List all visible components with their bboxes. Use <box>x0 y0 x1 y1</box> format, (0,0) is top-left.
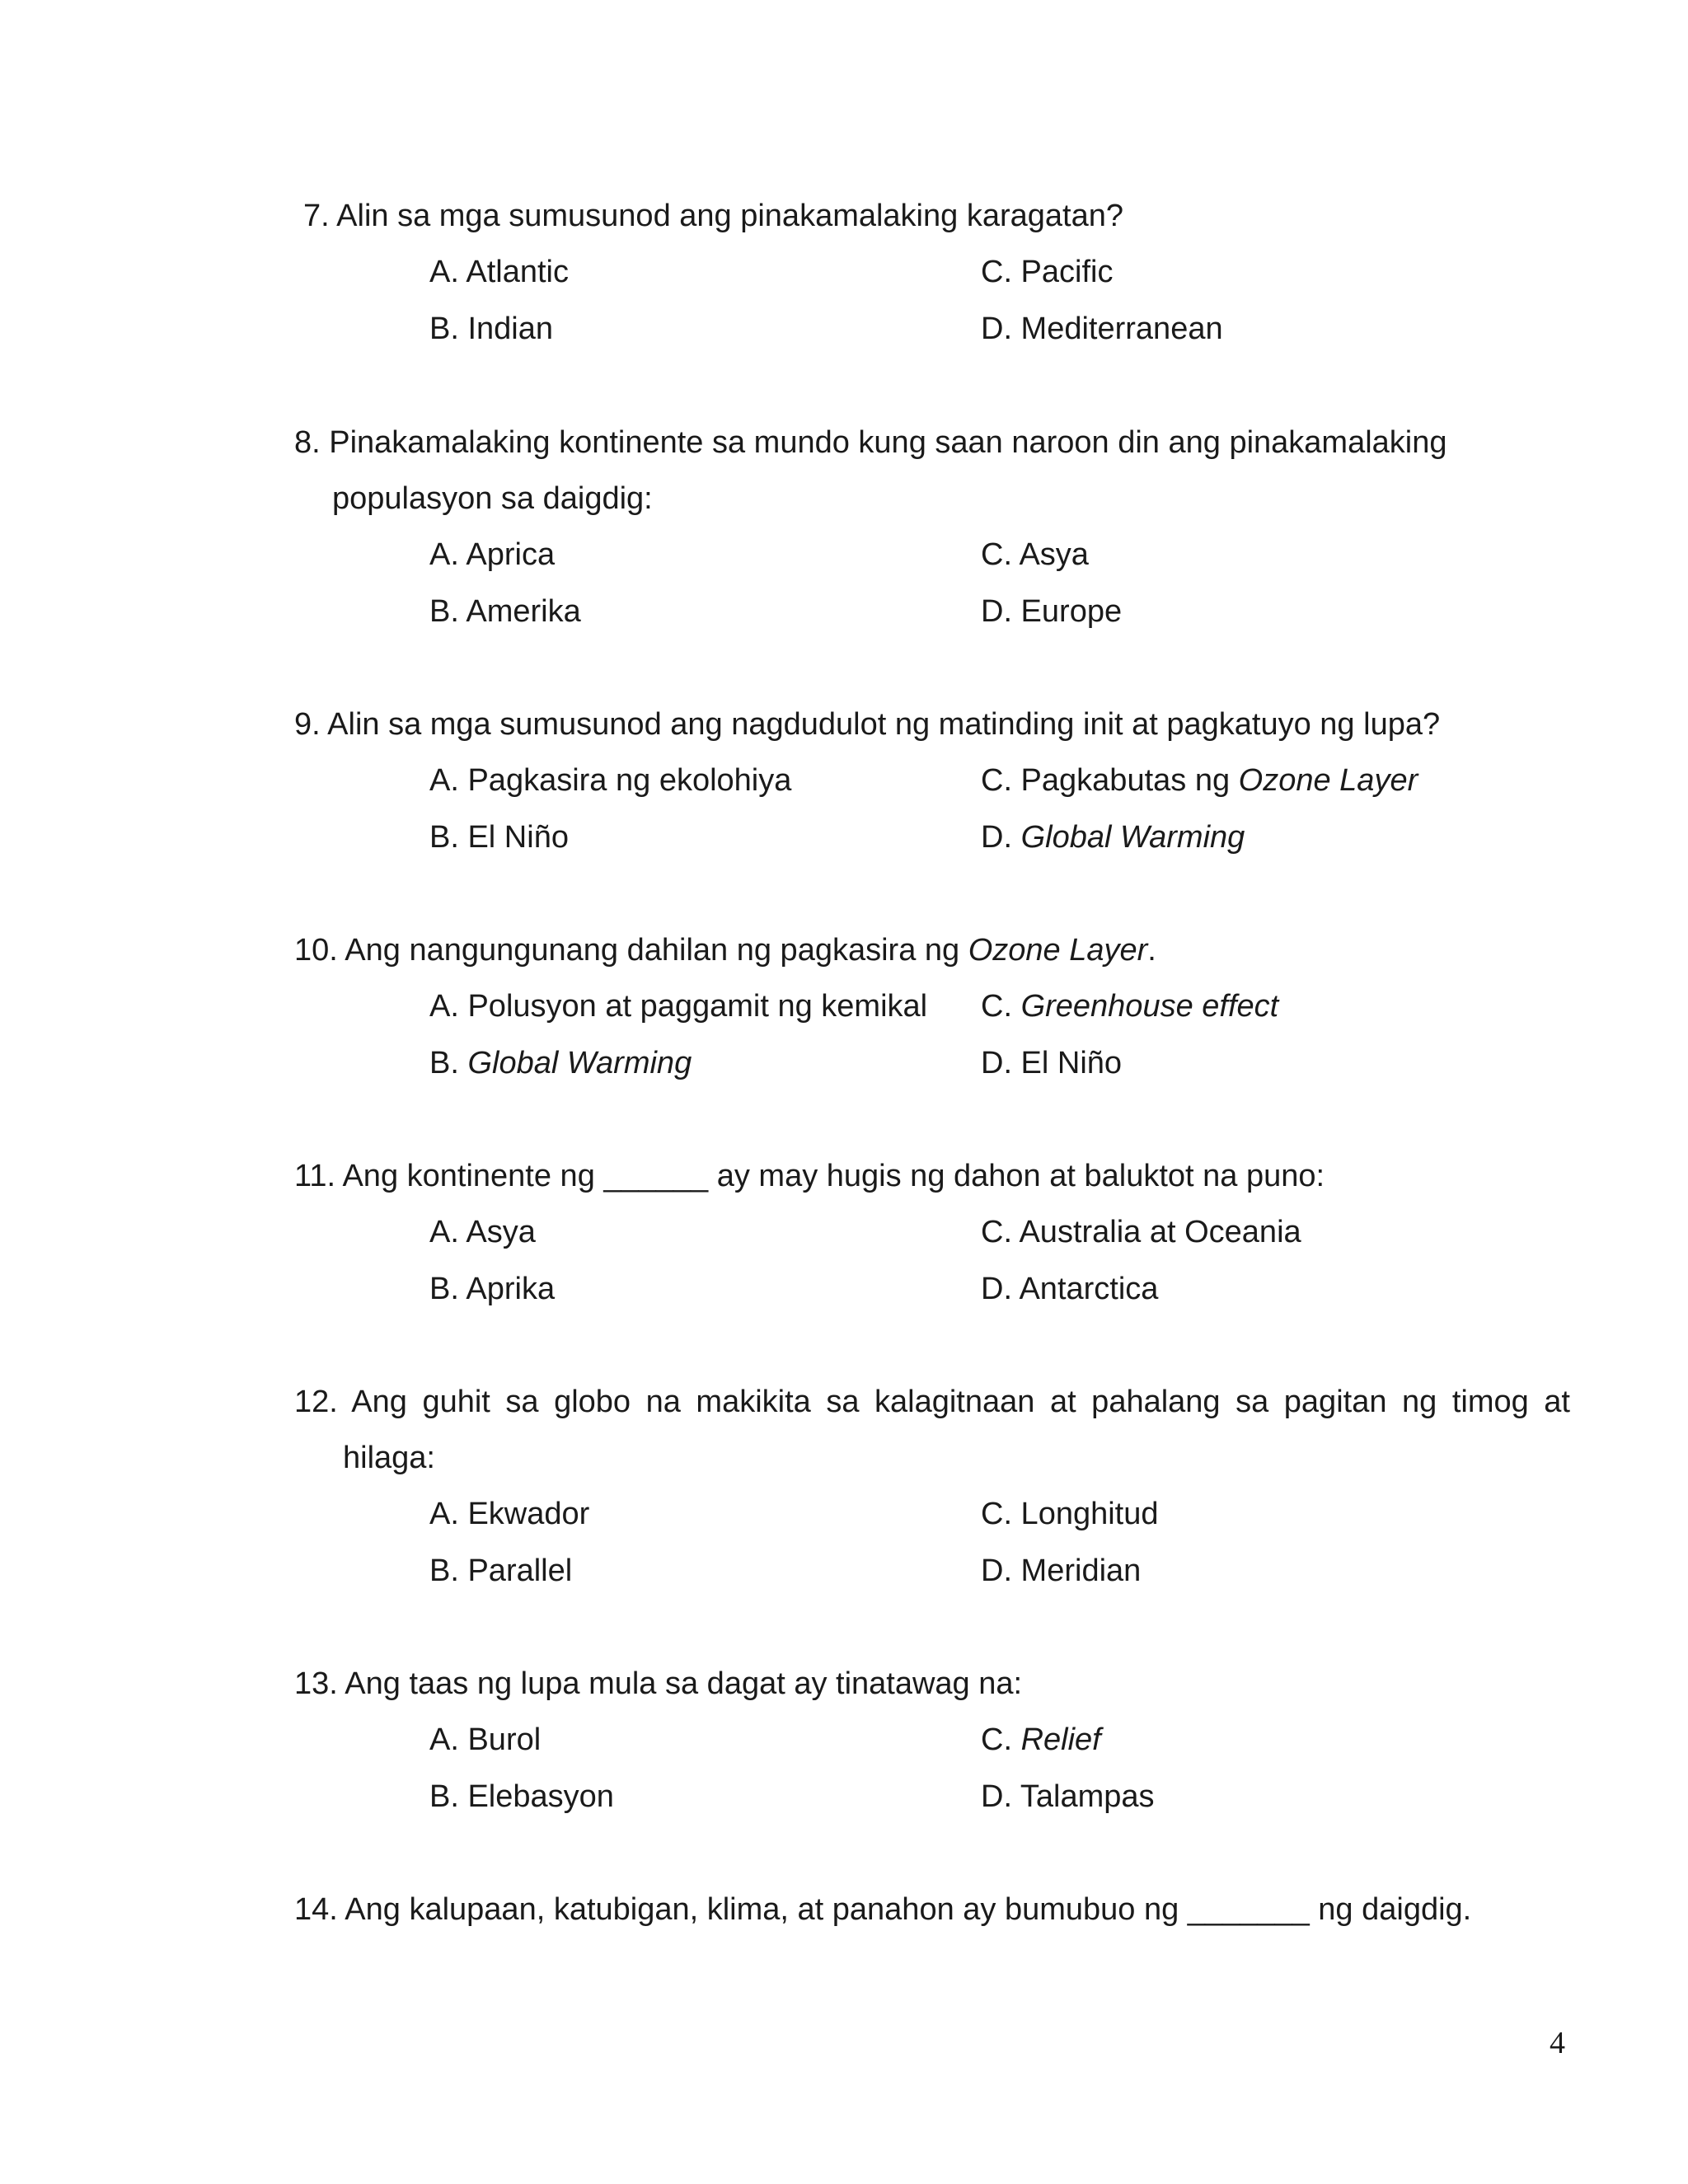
option-italic-term: Relief <box>1020 1722 1101 1757</box>
question-7-stem: 7. Alin sa mga sumusunod ang pinakamalaking karagatan? <box>303 199 1123 233</box>
question-12-option-d: D. Meridian <box>981 1554 1142 1588</box>
question-7-option-c: C. Pacific <box>981 255 1114 289</box>
question-9-option-c <box>981 765 1418 796</box>
question-7-option-b: B. Indian <box>429 312 553 346</box>
question-11-stem: 11. Ang kontinente ng ______ ay may hugis ng dahon at baluktot na puno: <box>294 1159 1325 1193</box>
question-13-option-d: D. Talampas <box>981 1779 1155 1814</box>
question-12-option-c: C. Longhitud <box>981 1497 1159 1531</box>
option-italic-term: Global Warming <box>467 1046 692 1080</box>
option-italic-term: Greenhouse effect <box>1020 989 1279 1024</box>
option-text: B. <box>429 1046 468 1080</box>
question-8-option-a: A. Aprica <box>429 537 556 572</box>
question-13-option-c <box>981 1724 1101 1755</box>
question-8-stem-line1: 8. Pinakamalaking kontinente sa mundo kung saan naroon din ang pinakamalaking <box>294 425 1447 460</box>
question-9-option-b: B. El Niño <box>429 820 569 855</box>
question-9-stem: 9. Alin sa mga sumusunod ang nagdudulot ng matinding init at pagkatuyo ng lupa? <box>294 707 1441 742</box>
question-10-option-b <box>429 1047 692 1079</box>
question-11-option-c: C. Australia at Oceania <box>981 1215 1301 1249</box>
option-italic-term: Ozone Layer <box>1238 763 1418 798</box>
question-11-option-d: D. Antarctica <box>981 1272 1159 1306</box>
question-11-option-a: A. Asya <box>429 1215 536 1249</box>
question-13-stem: 13. Ang taas ng lupa mula sa dagat ay tinatawag na: <box>294 1666 1023 1701</box>
question-10-stem <box>294 935 1156 966</box>
question-7-option-d: D. Mediterranean <box>981 312 1223 346</box>
stem-italic-term: Ozone Layer <box>968 933 1148 968</box>
question-11-option-b: B. Aprika <box>429 1272 556 1306</box>
question-12-option-b: B. Parallel <box>429 1554 573 1588</box>
option-text: C. <box>981 1722 1021 1757</box>
question-8-option-c: C. Asya <box>981 537 1089 572</box>
question-12-stem-line2: hilaga: <box>343 1441 435 1475</box>
question-10-option-d: D. El Niño <box>981 1046 1123 1080</box>
question-14-stem: 14. Ang kalupaan, katubigan, klima, at panahon ay bumubuo ng _______ ng daigdig. <box>294 1892 1472 1927</box>
page-number: 4 <box>1550 2026 1565 2060</box>
question-8-stem-line2: populasyon sa daigdig: <box>332 481 653 516</box>
question-7-option-a: A. Atlantic <box>429 255 569 289</box>
option-italic-term: Global Warming <box>1020 820 1245 855</box>
question-12-stem-line1: 12. Ang guhit sa globo na makikita sa kalagitnaan at pahalang sa pagitan ng timog at <box>294 1385 1570 1419</box>
stem-text: 10. Ang nangungunang dahilan ng pagkasira ng <box>294 933 968 968</box>
question-12-option-a: A. Ekwador <box>429 1497 590 1531</box>
option-text: C. Pagkabutas ng <box>981 763 1239 798</box>
question-9-option-d <box>981 822 1245 853</box>
question-10-option-c <box>981 991 1278 1022</box>
option-text: C. <box>981 989 1021 1024</box>
question-8-option-d: D. Europe <box>981 594 1123 629</box>
question-9-option-a: A. Pagkasira ng ekolohiya <box>429 763 792 798</box>
option-text: D. <box>981 820 1021 855</box>
question-13-option-b: B. Elebasyon <box>429 1779 614 1814</box>
question-10-option-a: A. Polusyon at paggamit ng kemikal <box>429 989 928 1024</box>
question-8-option-b: B. Amerika <box>429 594 581 629</box>
stem-punctuation: . <box>1147 933 1156 968</box>
question-13-option-a: A. Burol <box>429 1722 542 1757</box>
